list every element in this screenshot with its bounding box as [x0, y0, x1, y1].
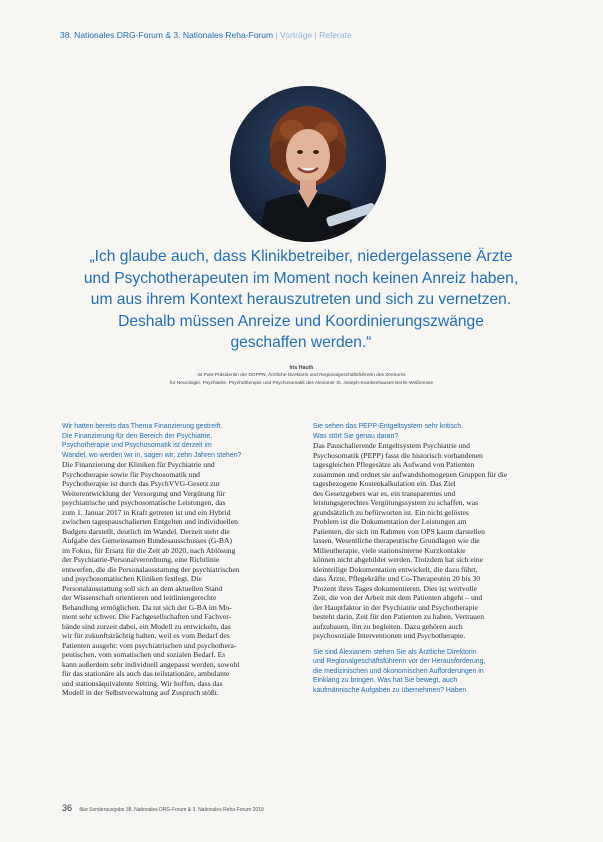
interview-question: Wandel, wo werden wir in, sagen wir, zehn Jahren stehen? [62, 451, 242, 459]
quote-line: „Ich glaube auch, dass Klinikbetreiber, niedergelassene Ärzte [89, 248, 513, 265]
interview-question: kaufmännische Aufgaben zu übernehmen? Haben [313, 686, 467, 694]
page-header [60, 30, 580, 40]
body-text: dass Ärzte, Pflegekräfte und Co-Therapeuten 20 bis 30 [313, 574, 481, 583]
interview-question: Sie sehen das PEPP-Entgeltsystem sehr kritisch. [313, 423, 464, 430]
body-text: Die Finanzierung der Kliniken für Psychiatrie und [62, 460, 215, 469]
body-text: ment sehr schwer. Die Fachgesellschaften und Fachver- [62, 612, 232, 621]
body-text: kleinteilige Dokumentation entwickelt, die dazu führt, [313, 564, 478, 574]
body-text: aufzubauen, ihn zu begleiten. Dazu gehören auch [313, 621, 463, 631]
attribution-name: Iris Hauth [289, 365, 314, 371]
body-text: grundsätzlich zu befürworten ist. Ein nicht gelöstes [313, 507, 469, 517]
quote-line: um aus ihrem Kontext herauszutreten und sich zu vernetzen. [90, 291, 512, 308]
body-text: Zeit, die von der Arbeit mit dem Patienten abgeht – und [313, 593, 483, 602]
body-text: Patienten, die sich im Rahmen von OPS kaum darstellen [313, 526, 485, 536]
right-column [313, 422, 545, 695]
paragraph-gap [313, 641, 545, 648]
body-text: psychosoziale Interventionen und Psychotherapie. [313, 631, 466, 640]
portrait-photo [230, 86, 386, 242]
body-text: tagesbezogene Kostenkalkulation ein. Das Ziel [313, 479, 456, 488]
interview-question: Psychotherapie und Psychosomatik ist derzeit im [62, 442, 212, 449]
body-text: Psychosomatik (PEPP) fasst die historisch vorhandenen [313, 450, 483, 460]
body-text: der Hauptfaktor in der Psychiatrie und Psychotherapie [313, 602, 478, 612]
body-text: Prozent ihres Tages dokumentieren. Dies ist wertvolle [313, 583, 478, 593]
body-text: der Psychiatrie-Personalverordnung, eine Richtlinie [62, 555, 220, 564]
body-text: zum 1. Januar 2017 in Kraft getreten ist und ein Hybrid [62, 507, 231, 517]
body-text: besteht darin, Zeit für den Patienten zu haben, Vertrauen [313, 612, 485, 621]
body-text: Psychotherapie sowie für Psychosomatik und [62, 469, 200, 479]
body-text: Problem ist die Dokumentation der Leistungen am [313, 517, 467, 526]
attribution-role: ist Past-Präsidentin der DGPPN, Ärztliche Direktorin und Regionalgeschäftsführerin des Zentrums [197, 373, 406, 378]
body-text: können nicht abgebildet werden. Trotzdem hat sich eine [313, 555, 483, 564]
body-text: im Fokus, für Ersatz für die Zeit ab 2020, nach Ablösung [62, 545, 236, 555]
interview-question: und Regionalgeschäftsführerin vor der Herausforderung, [313, 658, 486, 665]
body-text: kann außerdem sehr individuell angepasst werden, sowohl [62, 659, 240, 669]
body-text: und stationsäquivalente Setting. Wir hoffen, dass das [62, 678, 223, 688]
body-text: zwischen tagespauschalierten Entgelten und individuellen [62, 517, 238, 526]
attribution-role: für Neurologie, Psychiatrie, Psychotherapie und Psychosomatik des Alexianer St. Joseph-Krankenhauses Berlin-Weißensee [169, 381, 434, 386]
body-text: bände sind zurzeit dabei, ein Modell zu entwickeln, das [62, 621, 231, 631]
body-text: entwerfen, die die Personalausstattung der psychiatrischen [62, 564, 240, 574]
body-text: tagesgleichen Pflegesätze als Aufwand von Patienten [313, 460, 475, 469]
interview-question: Einklang zu bringen. Was hat Sie bewegt, auch [313, 677, 458, 684]
page-number: 36 [62, 803, 73, 813]
page-footer [62, 803, 562, 813]
body-text: Milieutherapie, viele stationsinterne Kurzkontakte [313, 545, 466, 555]
left-column [62, 422, 294, 698]
quote-line: und Psychotherapeuten im Moment noch keinen Anreiz haben, [83, 269, 519, 287]
body-text: Budgets darstellt, deutlich im Wandel. Derzeit steht die [62, 526, 230, 536]
interview-question: Sie sind Alexianern stehen Sie als Ärztliche Direktorin [313, 648, 477, 656]
pull-quote [56, 246, 546, 354]
header-title: 38. Nationales DRG-Forum & 3. Nationales Reha-Forum [60, 30, 274, 40]
interview-question: die medizinischen und ökonomischen Aufforderungen in [313, 667, 484, 675]
body-text: zusammen und ordnet sie aufwandshomogenen Gruppen für die [313, 469, 508, 479]
header-section: Vorträge | Referate [280, 30, 352, 40]
body-text: Personalausstattung soll sich an dem aktuellen Stand [62, 583, 223, 593]
body-text: und psychosomatischen Kliniken festlegt. Die [62, 574, 202, 583]
body-text: lassen. Wesentliche therapeutische Grundlagen wie die [313, 536, 480, 545]
body-text: Behandlung ermöglichen. Da tut sich der G-BA im Mo- [62, 602, 232, 612]
body-text: Psychotherapie ist durch das PsychVVG-Gesetz zur [62, 479, 220, 488]
body-text: wir für zukunftsträchtig halten, weil es vom Bedarf des [62, 631, 230, 640]
body-text: Aufgabe des Gemeinsamen Bundesausschusses (G-BA) [62, 536, 232, 545]
interview-question: Was stört Sie genau daran? [313, 432, 399, 440]
header-separator: | [275, 30, 278, 40]
body-text: der Wissenschaft orientieren und leitliniengerechte [62, 593, 217, 602]
body-text: peutischen, vom somatischen und sozialen Bedarf. Es [62, 650, 226, 659]
body-text: psychiatrische und psychosomatische Leistungen, das [62, 498, 226, 507]
portrait-illustration [230, 86, 386, 242]
quote-attribution [40, 364, 563, 388]
body-text: Das Pauschalierende Entgeltsystem Psychiatrie und [313, 441, 470, 450]
body-text: des Gesetzgebers war es, ein transparentes und [313, 488, 456, 498]
interview-question: Wir hatten bereits das Thema Finanzierung gestreift. [62, 423, 223, 430]
footer-text: f&w Sonderausgabe 38. Nationales DRG-Forum & 3. Nationales Reha-Forum 2019 [79, 807, 264, 813]
body-text: leistungsgerechtes Vergütungssystem zu schaffen, was [313, 498, 479, 507]
body-text: Modell in der Selbstverwaltung auf Zuspruch stößt. [62, 688, 219, 697]
quote-line: geschaffen werden.“ [230, 334, 372, 351]
quote-line: Deshalb müssen Anreize und Koordinierungszwänge [118, 312, 484, 330]
body-text: Patienten ausgeht: vom psychiatrischen und psychothera- [62, 640, 237, 650]
body-text: Weiterentwicklung der Versorgung und Vergütung für [62, 488, 226, 498]
body-text: für das stationäre als auch das teilstationäre, ambulante [62, 669, 230, 678]
interview-question: Die Finanzierung für den Bereich der Psychiatrie, [62, 432, 213, 440]
